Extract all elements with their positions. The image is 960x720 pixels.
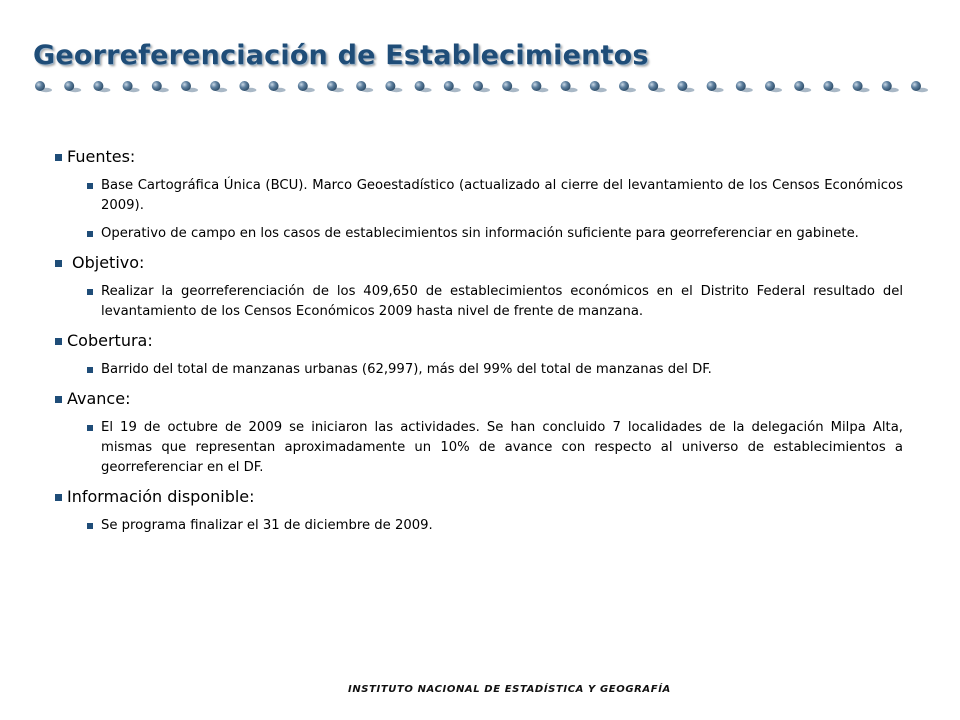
divider-dot: [531, 81, 541, 91]
divider-dot: [210, 81, 220, 91]
divider-dot: [648, 81, 658, 91]
divider-dot: [794, 81, 804, 91]
divider-dot: [590, 81, 600, 91]
divider-dot: [765, 81, 775, 91]
section-objetivo: [55, 252, 903, 322]
list-item: [87, 360, 903, 380]
divider-dot: [502, 81, 512, 91]
section-label: Información disponible:: [67, 487, 255, 506]
divider-dot: [561, 81, 571, 91]
section-heading: [55, 252, 903, 274]
divider-dot: [269, 81, 279, 91]
divider-dot: [736, 81, 746, 91]
square-bullet-icon: [55, 494, 62, 501]
divider-dot: [823, 81, 833, 91]
section-heading: [55, 146, 903, 168]
list-item-text: Base Cartográfica Única (BCU). Marco Geoestadístico (actualizado al cierre del levantamiento de los Censos Económicos 2009).: [101, 178, 903, 213]
list-item: [87, 282, 903, 322]
slide-content: [55, 146, 903, 544]
divider-dot: [181, 81, 191, 91]
section-cobertura: [55, 330, 903, 380]
divider-dot: [707, 81, 717, 91]
slide-title: Georreferenciación de Establecimientos: [33, 40, 649, 71]
square-bullet-icon: [87, 367, 93, 373]
section-label: Avance:: [67, 389, 131, 408]
section-heading: [55, 486, 903, 508]
divider-dot: [853, 81, 863, 91]
dot-row-divider: [32, 74, 932, 98]
square-bullet-icon: [55, 154, 62, 161]
square-bullet-icon: [55, 338, 62, 345]
section-informacion-disponible: [55, 486, 903, 536]
divider-dot: [356, 81, 366, 91]
divider-dot: [444, 81, 454, 91]
divider-dot: [35, 81, 45, 91]
square-bullet-icon: [55, 260, 62, 267]
list-item-text: Realizar la georreferenciación de los 409,650 de establecimientos económicos en el Distrito Federal resultado del levantamiento de los Censos Económicos 2009 hasta nivel de frente de manzana.: [101, 284, 903, 319]
divider-dot: [152, 81, 162, 91]
square-bullet-icon: [87, 523, 93, 529]
section-label: Objetivo:: [72, 253, 145, 272]
list-item-text: Barrido del total de manzanas urbanas (62,997), más del 99% del total de manzanas del DF.: [101, 362, 712, 377]
list-item-text: Operativo de campo en los casos de establecimientos sin información suficiente para georreferenciar en gabinete.: [101, 226, 859, 241]
section-avance: [55, 388, 903, 478]
square-bullet-icon: [87, 183, 93, 189]
section-label: Cobertura:: [67, 331, 153, 350]
divider-dot: [123, 81, 133, 91]
divider-dot: [911, 81, 921, 91]
list-item-text: Se programa finalizar el 31 de diciembre de 2009.: [101, 518, 433, 533]
list-item: [87, 516, 903, 536]
section-fuentes: [55, 146, 903, 244]
list-item-text: El 19 de octubre de 2009 se iniciaron las actividades. Se han concluido 7 localidades de la delegación Milpa Alta, mismas que representan aproximadamente un 10% de avance con respecto al universo de establecimientos a georreferenciar en el DF.: [101, 420, 903, 475]
list-item: [87, 176, 903, 216]
divider-dot: [473, 81, 483, 91]
square-bullet-icon: [55, 396, 62, 403]
section-heading: [55, 330, 903, 352]
square-bullet-icon: [87, 425, 93, 431]
divider-dot: [298, 81, 308, 91]
list-item: [87, 418, 903, 478]
divider-dot: [327, 81, 337, 91]
footer-institution: INSTITUTO NACIONAL DE ESTADÍSTICA Y GEOGRAFÍA: [348, 684, 671, 695]
section-heading: [55, 388, 903, 410]
divider-dot: [677, 81, 687, 91]
divider-dot: [619, 81, 629, 91]
section-label: Fuentes:: [67, 147, 136, 166]
square-bullet-icon: [87, 289, 93, 295]
divider-dot: [415, 81, 425, 91]
divider-dot: [64, 81, 74, 91]
divider-dot: [882, 81, 892, 91]
list-item: [87, 224, 903, 244]
divider-dot: [239, 81, 249, 91]
divider-dot: [385, 81, 395, 91]
square-bullet-icon: [87, 231, 93, 237]
divider-dot: [93, 81, 103, 91]
